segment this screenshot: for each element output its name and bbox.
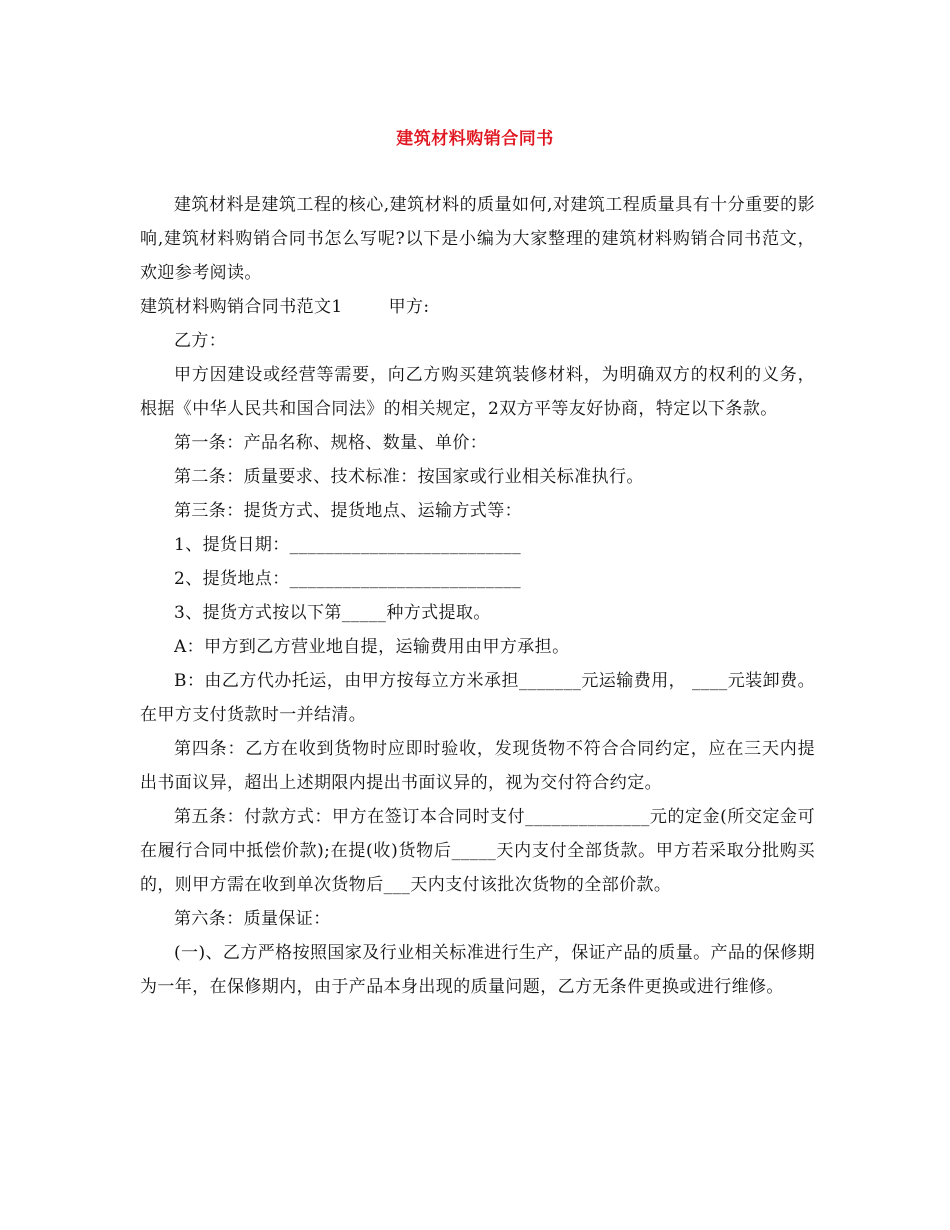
clause-6-item-1: (一)、乙方严格按照国家及行业相关标准进行生产，保证产品的质量。产品的保修期为一年，在保修期内，由于产品本身出现的质量问题，乙方无条件更换或进行维修。 bbox=[140, 943, 815, 997]
pickup-date-line: 1、提货日期：__________________________ bbox=[174, 535, 522, 555]
clause-3: 第三条：提货方式、提货地点、运输方式等： bbox=[174, 501, 522, 521]
pickup-method-line: 3、提货方式按以下第_____种方式提取。 bbox=[174, 603, 491, 623]
intro-paragraph: 建筑材料是建筑工程的核心,建筑材料的质量如何,对建筑工程质量具有十分重要的影响,建筑材料购销合同书怎么写呢?以下是小编为大家整理的建筑材料购销合同书范文，欢迎参考阅读。 bbox=[140, 195, 815, 283]
pickup-location-line: 2、提货地点：__________________________ bbox=[174, 569, 522, 589]
clause-6: 第六条：质量保证： bbox=[174, 909, 331, 929]
preamble-paragraph: 甲方因建设或经营等需要，向乙方购买建筑装修材料，为明确双方的权利的义务，根据《中华人民共和国合同法》的相关规定，2双方平等友好协商，特定以下条款。 bbox=[140, 365, 815, 419]
option-a-line: A：甲方到乙方营业地自提，运输费用由甲方承担。 bbox=[174, 637, 570, 657]
sample-heading-line bbox=[140, 290, 815, 324]
option-b-paragraph: B：由乙方代办托运，由甲方按每立方米承担_______元运输费用， ____元装卸费。在甲方支付货款时一并结清。 bbox=[140, 671, 815, 725]
sample-heading: 建筑材料购销合同书范文1 bbox=[140, 297, 343, 317]
clause-5: 第五条：付款方式：甲方在签订本合同时支付______________元的定金(所交定金可在履行合同中抵偿价款);在提(收)货物后_____天内支付全部货款。甲方若采取分批购买的，则甲方需在收到单次货物后___天内支付该批次货物的全部价款。 bbox=[140, 807, 815, 895]
clause-2: 第二条：质量要求、技术标准：按国家或行业相关标准执行。 bbox=[174, 467, 644, 487]
document-body bbox=[140, 188, 815, 1004]
clause-1: 第一条：产品名称、规格、数量、单价： bbox=[174, 433, 488, 453]
party-b-label: 乙方： bbox=[174, 331, 227, 351]
party-a-label: 甲方: bbox=[388, 297, 430, 317]
document-title: 建筑材料购销合同书 bbox=[396, 129, 554, 149]
clause-4: 第四条：乙方在收到货物时应即时验收，发现货物不符合合同约定，应在三天内提出书面议异，超出上述期限内提出书面议异的，视为交付符合约定。 bbox=[140, 739, 815, 793]
